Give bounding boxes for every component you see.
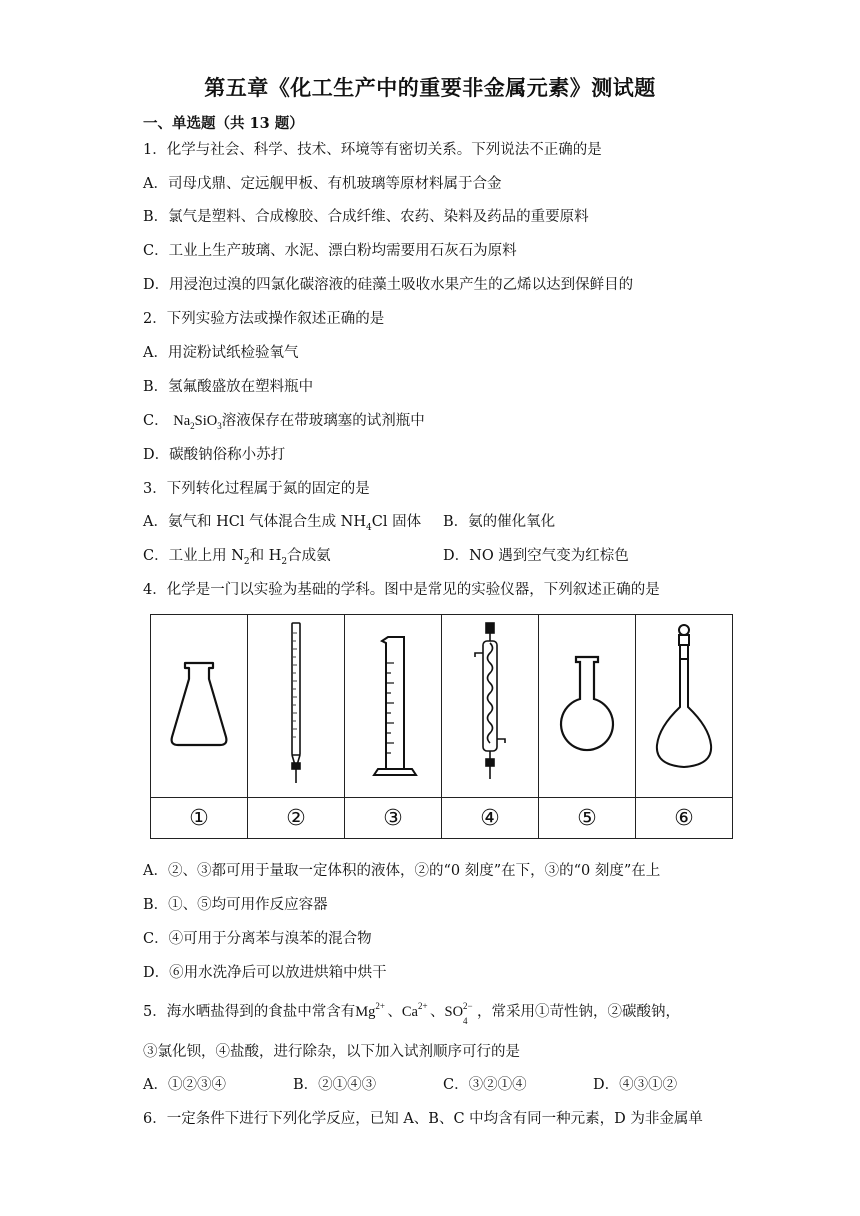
q6-stem: 6．一定条件下进行下列化学反应，已知 A、B、C 中均含有同一种元素，D 为非金属单 (143, 1111, 703, 1127)
apparatus-cell-5 (539, 615, 636, 798)
q3-option-a: A．氨气和 HCl 气体混合生成 $NH_4Cl$ 固体 (143, 514, 422, 533)
erlenmeyer-flask-icon (154, 619, 244, 789)
apparatus-cell-2 (248, 615, 345, 798)
q3-stem: 3．下列转化过程属于氮的固定的是 (143, 481, 370, 497)
q1-option-c: C．工业上生产玻璃、水泥、漂白粉均需要用石灰石为原料 (143, 243, 517, 259)
q1-option-b: B．氯气是塑料、合成橡胶、合成纤维、农药、染料及药品的重要原料 (143, 209, 589, 225)
q5-stem: 5．海水晒盐得到的食盐中常含有Mg 2+ 、Ca 2+ 、SO 2− 4 ，常采用①苛性钠，②碳酸钠， (143, 1001, 681, 1026)
apparatus-label-2: ② (248, 798, 345, 839)
q5-option-c: C．③②①④ (443, 1077, 527, 1093)
q2-option-d: D．碳酸钠俗称小苏打 (143, 447, 286, 463)
apparatus-label-3: ③ (345, 798, 442, 839)
q2-stem: 2．下列实验方法或操作叙述正确的是 (143, 311, 385, 327)
q3-option-d: D．NO 遇到空气变为红棕色 (443, 548, 629, 564)
q5-option-a: A．①②③④ (143, 1077, 226, 1093)
q4-option-a: A．②、③都可用于量取一定体积的液体，②的“0 刻度”在下，③的“0 刻度”在上 (143, 863, 661, 879)
graduated-cylinder-icon (348, 619, 438, 789)
apparatus-label-5: ⑤ (539, 798, 636, 839)
mg-ion: Mg 2+ (355, 1001, 385, 1020)
apparatus-label-6: ⑥ (636, 798, 733, 839)
q1-option-a: A．司母戊鼎、定远舰甲板、有机玻璃等原材料属于合金 (143, 176, 502, 192)
q1-stem: 1．化学与社会、科学、技术、环境等有密切关系。下列说法不正确的是 (143, 142, 602, 158)
na2sio3-formula: $Na_2SiO_3$ (173, 413, 222, 431)
q2-option-b: B．氢氟酸盛放在塑料瓶中 (143, 379, 314, 395)
q2-option-a: A．用淀粉试纸检验氧气 (143, 345, 299, 361)
apparatus-label-4: ④ (442, 798, 539, 839)
q5-stem-line2: ③氯化钡，④盐酸，进行除杂，以下加入试剂顺序可行的是 (143, 1044, 520, 1060)
q3-option-b: B．氨的催化氧化 (443, 514, 556, 530)
apparatus-cell-3 (345, 615, 442, 798)
apparatus-label-1: ① (151, 798, 248, 839)
q3-option-c: C．工业上用 $N_2$和 $H_2$合成氨 (143, 548, 331, 567)
ca-ion: Ca 2+ (401, 1001, 428, 1020)
apparatus-cell-4 (442, 615, 539, 798)
section-heading: 一、单选题（共 13 题） (143, 115, 304, 132)
apparatus-cell-6 (636, 615, 733, 798)
q4-stem: 4．化学是一门以实验为基础的学科。图中是常见的实验仪器，下列叙述正确的是 (143, 582, 660, 598)
q4-option-c: C．④可用于分离苯与溴苯的混合物 (143, 931, 372, 947)
q2-option-c: C． $Na_2SiO_3$溶液保存在带玻璃塞的试剂瓶中 (143, 413, 425, 431)
apparatus-cell-1 (151, 615, 248, 798)
q5-option-b: B．②①④③ (293, 1077, 377, 1093)
q5-option-d: D．④③①② (593, 1077, 678, 1093)
burette-icon (251, 619, 341, 789)
q4-option-b: B．①、⑤均可用作反应容器 (143, 897, 328, 913)
sulfate-ion: SO 2− 4 (444, 1001, 473, 1026)
page-title: 第五章《化工生产中的重要非金属元素》测试题 (204, 75, 656, 100)
volumetric-flask-icon (639, 619, 729, 789)
q1-option-d: D．用浸泡过溴的四氯化碳溶液的硅藻土吸收水果产生的乙烯以达到保鲜目的 (143, 277, 634, 293)
round-bottom-flask-icon (542, 619, 632, 789)
apparatus-table (150, 614, 733, 839)
condenser-icon (445, 619, 535, 789)
q4-option-d: D．⑥用水洗净后可以放进烘箱中烘干 (143, 965, 387, 981)
